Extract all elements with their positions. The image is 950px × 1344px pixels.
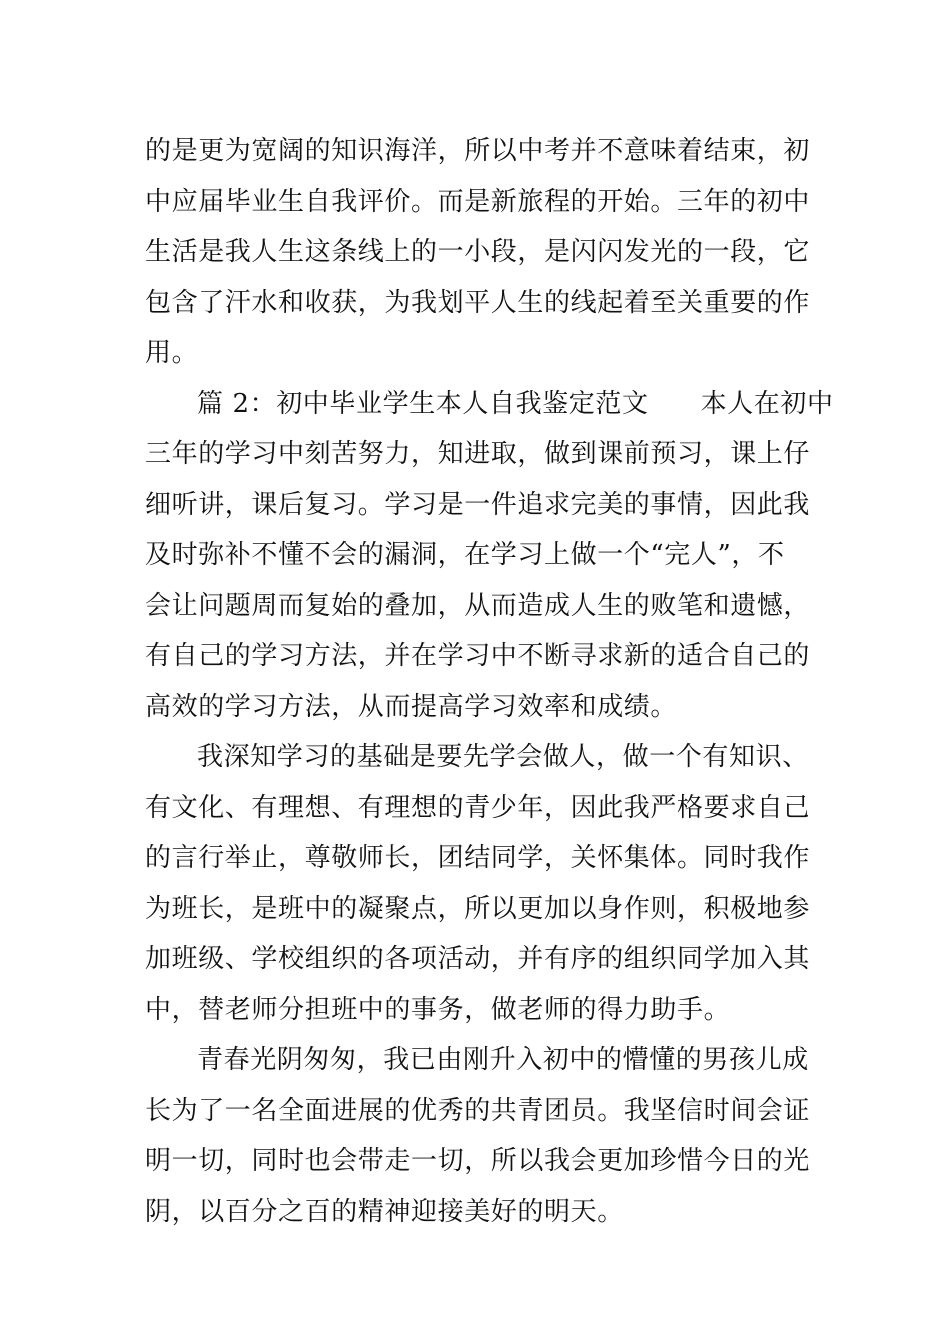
text-line: 我深知学习的基础是要先学会做人，做一个有知识、 <box>197 742 809 772</box>
section-heading: 篇 2：初中毕业学生本人自我鉴定范文 <box>197 388 649 419</box>
paragraph <box>145 126 811 379</box>
text-line: 生活是我人生这条线上的一小段，是闪闪发光的一段，它 <box>145 237 811 267</box>
text-line: 中，替老师分担班中的事务，做老师的得力助手。 <box>145 994 731 1025</box>
text-line: 包含了汗水和收获，为我划平人生的线起着至关重要的作 <box>145 287 811 318</box>
text-run: 本人在初中 <box>700 388 834 419</box>
text-line: 的是更为宽阔的知识海洋，所以中考并不意味着结束，初 <box>145 136 811 166</box>
text-line: 的言行举止，尊敬师长，团结同学，关怀集体。同时我作 <box>145 843 811 873</box>
paragraph <box>145 379 834 733</box>
text-line: 用。 <box>145 338 199 368</box>
text-line: 有文化、有理想、有理想的青少年，因此我严格要求自己 <box>145 792 811 823</box>
text-line: 为班长，是班中的凝聚点，所以更加以身作则，积极地参 <box>145 893 811 924</box>
text-line: 三年的学习中刻苦努力，知进取，做到课前预习，课上仔 <box>145 439 811 469</box>
text-line: 及时弥补不懂不会的漏洞，在学习上做一个“完人”，不 <box>145 540 785 570</box>
text-line: 明一切，同时也会带走一切，所以我会更加珍惜今日的光 <box>145 1146 811 1176</box>
text-line: 高效的学习方法，从而提高学习效率和成绩。 <box>145 691 678 722</box>
text-line: 阴，以百分之百的精神迎接美好的明天。 <box>145 1196 624 1227</box>
document-body <box>145 126 834 1237</box>
text-line <box>145 379 834 430</box>
text-line: 加班级、学校组织的各项活动，并有序的组织同学加入其 <box>145 944 811 974</box>
text-line: 有自己的学习方法，并在学习中不断寻求新的适合自己的 <box>145 641 811 671</box>
text-line: 青春光阴匆匆，我已由刚升入初中的懵懂的男孩儿成 <box>197 1045 809 1075</box>
text-line: 长为了一名全面进展的优秀的共青团员。我坚信时间会证 <box>145 1095 811 1126</box>
text-line: 细听讲，课后复习。学习是一件追求完美的事情，因此我 <box>145 489 811 520</box>
text-line: 中应届毕业生自我评价。而是新旅程的开始。三年的初中 <box>145 186 811 217</box>
paragraph <box>145 1035 811 1237</box>
paragraph <box>145 732 811 1035</box>
text-line: 会让问题周而复始的叠加，从而造成人生的败笔和遗憾， <box>145 590 811 621</box>
